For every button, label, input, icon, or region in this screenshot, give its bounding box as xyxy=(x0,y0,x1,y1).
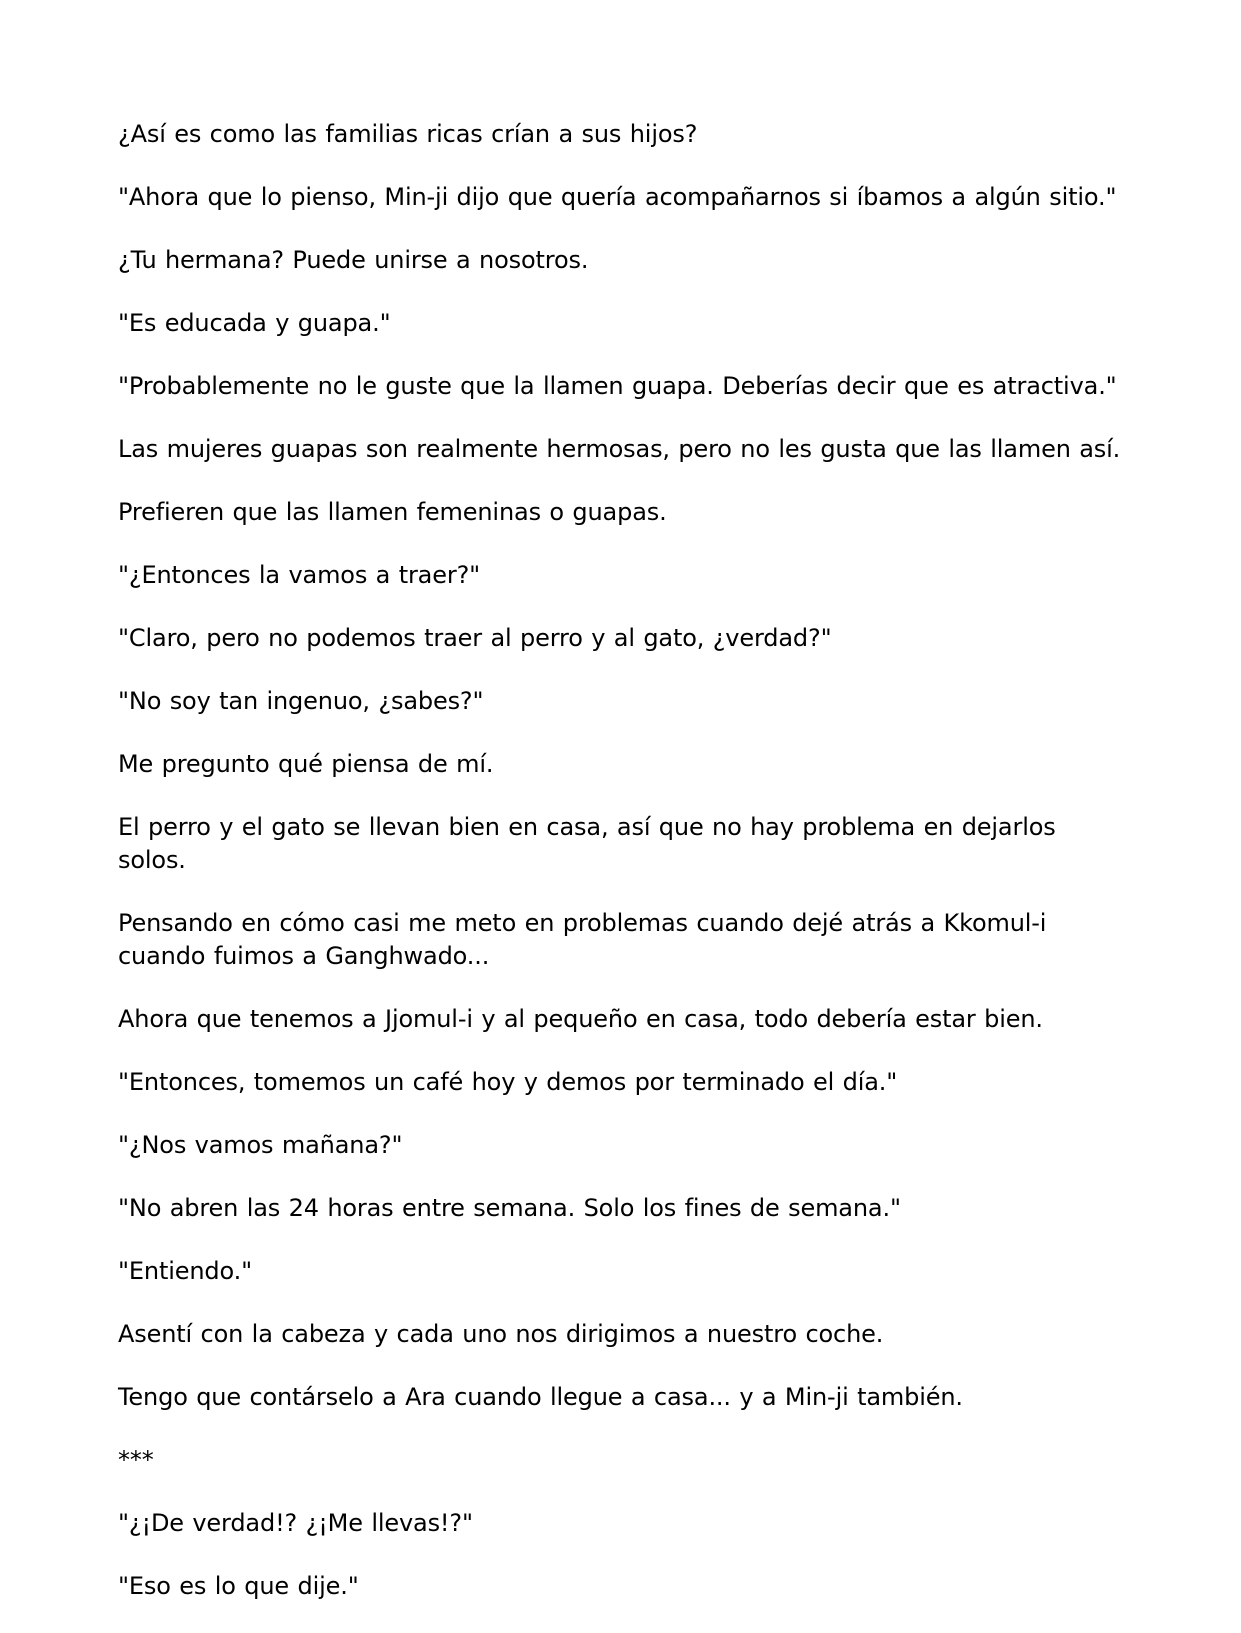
paragraph: ¿Así es como las familias ricas crían a sus hijos? xyxy=(118,120,698,148)
paragraph: "Ahora que lo pienso, Min-ji dijo que quería acompañarnos si íbamos a algún sitio." xyxy=(118,183,1117,211)
paragraph: Prefieren que las llamen femeninas o guapas. xyxy=(118,498,667,526)
paragraph: "No soy tan ingenuo, ¿sabes?" xyxy=(118,687,484,715)
paragraph: "Entonces, tomemos un café hoy y demos por terminado el día." xyxy=(118,1068,898,1096)
paragraph: Tengo que contárselo a Ara cuando llegue a casa... y a Min-ji también. xyxy=(118,1383,963,1411)
paragraph: Pensando en cómo casi me meto en problemas cuando dejé atrás a Kkomul-i cuando fuimos a Ganghwado... xyxy=(118,909,1047,970)
paragraph: "Probablemente no le guste que la llamen guapa. Deberías decir que es atractiva." xyxy=(118,372,1117,400)
paragraph: "Claro, pero no podemos traer al perro y al gato, ¿verdad?" xyxy=(118,624,832,652)
text-body xyxy=(118,118,1128,1633)
paragraph: Asentí con la cabeza y cada uno nos dirigimos a nuestro coche. xyxy=(118,1320,884,1348)
paragraph: "Entiendo." xyxy=(118,1257,252,1285)
paragraph: "Es educada y guapa." xyxy=(118,309,391,337)
paragraph: Las mujeres guapas son realmente hermosas, pero no les gusta que las llamen así. xyxy=(118,435,1121,463)
paragraph: Ahora que tenemos a Jjomul-i y al pequeño en casa, todo debería estar bien. xyxy=(118,1005,1043,1033)
paragraph: Me pregunto qué piensa de mí. xyxy=(118,750,494,778)
paragraph: "¿Entonces la vamos a traer?" xyxy=(118,561,481,589)
paragraph: "Eso es lo que dije." xyxy=(118,1572,359,1600)
paragraph: "¿¡De verdad!? ¿¡Me llevas!?" xyxy=(118,1509,473,1537)
paragraph: El perro y el gato se llevan bien en casa, así que no hay problema en dejarlos solos. xyxy=(118,813,1056,874)
paragraph: ¿Tu hermana? Puede unirse a nosotros. xyxy=(118,246,589,274)
paragraph: "No abren las 24 horas entre semana. Solo los fines de semana." xyxy=(118,1194,901,1222)
paragraph: "¿Nos vamos mañana?" xyxy=(118,1131,403,1159)
section-separator: *** xyxy=(118,1446,154,1474)
